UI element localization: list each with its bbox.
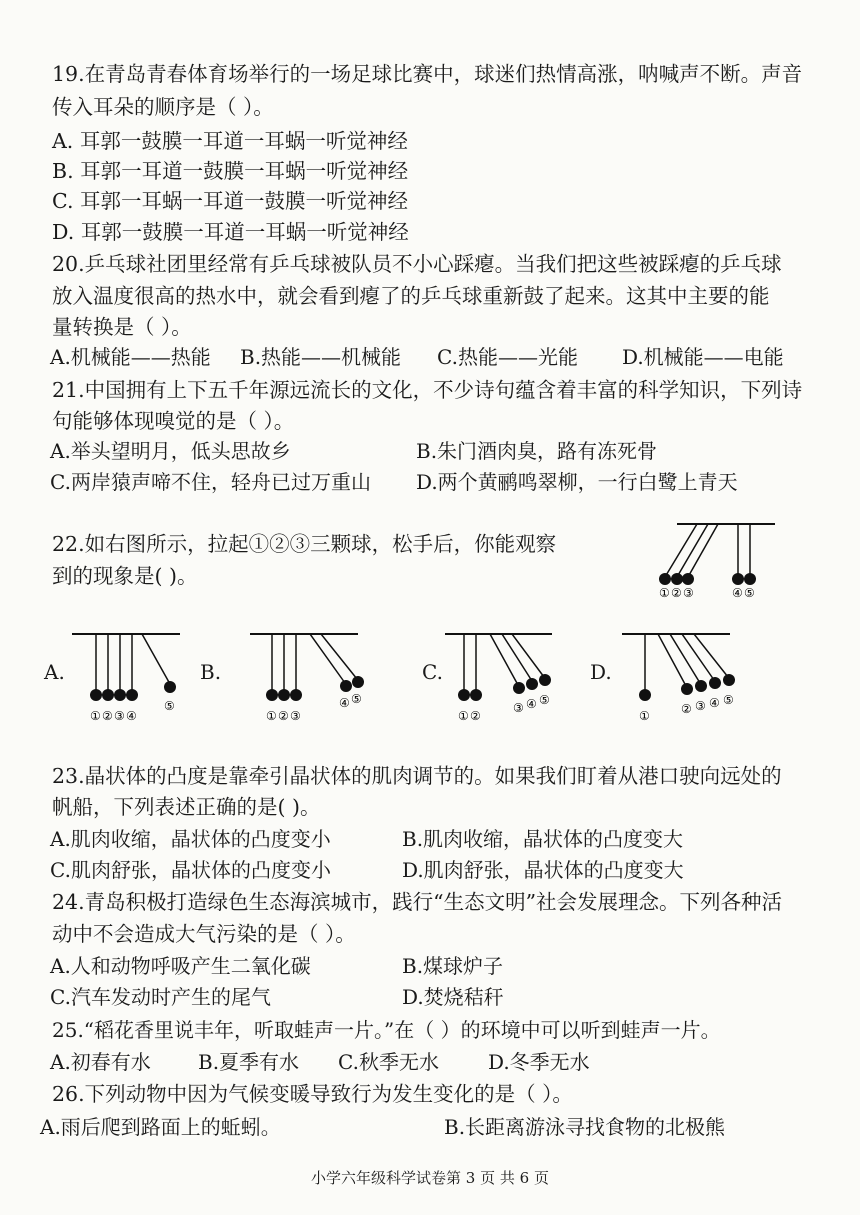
string-5 xyxy=(694,634,728,677)
q20-option-d: D.机械能——电能 xyxy=(622,345,784,369)
q22-stem-line1: 22.如右图所示，拉起①②③三颗球，松手后，你能观察 xyxy=(52,532,557,556)
ball-label-4: ④ xyxy=(126,709,137,723)
q22-option-a-label: A. xyxy=(44,660,65,684)
q23-option-a: A.肌肉收缩，晶状体的凸度变小 xyxy=(50,827,331,851)
q20-stem-line2: 放入温度很高的热水中，就会看到瘪了的乒乓球重新鼓了起来。这其中主要的能 xyxy=(52,284,770,308)
ball-2 xyxy=(470,689,482,701)
ball-label-2: ② xyxy=(681,702,692,716)
ball-label-1: ① xyxy=(639,709,650,723)
string-3 xyxy=(670,634,700,683)
ball-label-2: ② xyxy=(278,709,289,723)
ball-label-3: ③ xyxy=(114,709,125,723)
string-4 xyxy=(682,634,714,680)
ball-label-4: ④ xyxy=(709,696,720,710)
ball-label-2: ② xyxy=(671,586,682,600)
q24-option-c: C.汽车发动时产生的尾气 xyxy=(50,985,271,1009)
ball-1 xyxy=(458,689,470,701)
q19-option-c: C. 耳郭一耳蜗一耳道一鼓膜一听觉神经 xyxy=(52,189,408,213)
q22-option-b-label: B. xyxy=(200,660,222,684)
ball-label-1: ① xyxy=(90,709,101,723)
ball-label-3: ③ xyxy=(695,699,706,713)
ball-3 xyxy=(513,682,525,694)
q20-option-a: A.机械能——热能 xyxy=(50,345,211,369)
ball-5 xyxy=(539,674,551,686)
ball-1 xyxy=(266,689,278,701)
q21-option-d: D.两个黄鹂鸣翠柳，一行白鹭上青天 xyxy=(416,470,738,494)
q22-option-b-figure xyxy=(245,628,375,728)
ball-label-4: ④ xyxy=(339,696,350,710)
q22-option-c-figure xyxy=(440,628,570,728)
ball-4 xyxy=(126,689,138,701)
q23-stem-line1: 23.晶状体的凸度是靠牵引晶状体的肌肉调节的。如果我们盯着从港口驶向远处的 xyxy=(52,764,782,788)
ball-label-1: ① xyxy=(659,586,670,600)
q19-option-d: D. 耳郭一鼓膜一耳道一耳蜗一听觉神经 xyxy=(52,220,409,244)
ball-2 xyxy=(671,573,683,585)
ball-2 xyxy=(102,689,114,701)
ball-2 xyxy=(681,683,693,695)
ball-label-3: ③ xyxy=(513,701,524,715)
q21-stem-line1: 21.中国拥有上下五千年源远流长的文化，不少诗句蕴含着丰富的科学知识，下列诗 xyxy=(52,378,803,402)
ball-label-1: ① xyxy=(266,709,277,723)
ball-label-3: ③ xyxy=(683,586,694,600)
ball-label-3: ③ xyxy=(290,709,301,723)
ball-1 xyxy=(90,689,102,701)
q26-stem-line1: 26.下列动物中因为气候变暖导致行为发生变化的是（ ）。 xyxy=(52,1082,573,1106)
q26-option-b: B.长距离游泳寻找食物的北极熊 xyxy=(444,1115,726,1139)
ball-label-4: ④ xyxy=(732,586,743,600)
q21-option-c: C.两岸猿声啼不住，轻舟已过万重山 xyxy=(50,470,371,494)
ball-label-5: ⑤ xyxy=(744,586,755,600)
q25-option-c: C.秋季无水 xyxy=(338,1050,439,1074)
q20-option-b: B.热能——机械能 xyxy=(240,345,402,369)
ball-1 xyxy=(659,573,671,585)
ball-3 xyxy=(114,689,126,701)
q25-option-a: A.初春有水 xyxy=(50,1050,151,1074)
string-5 xyxy=(512,634,544,677)
q22-option-c-label: C. xyxy=(422,660,443,684)
q19-stem-line1: 19.在青岛青春体育场举行的一场足球比赛中，球迷们热情高涨，呐喊声不断。声音 xyxy=(52,62,803,86)
q23-option-b: B.肌肉收缩，晶状体的凸度变大 xyxy=(402,827,684,851)
ball-4 xyxy=(709,677,721,689)
ball-label-2: ② xyxy=(470,709,481,723)
q23-option-d: D.肌肉舒张，晶状体的凸度变大 xyxy=(402,858,684,882)
page-footer: 小学六年级科学试卷第 3 页 共 6 页 xyxy=(311,1169,549,1187)
q22-option-d-figure xyxy=(618,628,758,728)
ball-label-5: ⑤ xyxy=(164,699,175,713)
q19-option-a: A. 耳郭一鼓膜一耳道一耳蜗一听觉神经 xyxy=(52,129,408,153)
ball-label-5: ⑤ xyxy=(539,693,550,707)
ball-3 xyxy=(290,689,302,701)
q26-option-a: A.雨后爬到路面上的蚯蚓。 xyxy=(40,1115,281,1139)
q24-stem-line1: 24.青岛积极打造绿色生态海滨城市，践行“生态文明”社会发展理念。下列各种活 xyxy=(52,890,783,914)
ball-1 xyxy=(639,689,651,701)
q24-option-d: D.焚烧秸秆 xyxy=(402,985,504,1009)
string-2 xyxy=(658,634,686,686)
ball-label-2: ② xyxy=(102,709,113,723)
string-5 xyxy=(142,634,170,684)
q20-stem-line1: 20.乒乓球社团里经常有乒乓球被队员不小心踩瘪。当我们把这些被踩瘪的乒乓球 xyxy=(52,252,782,276)
ball-4 xyxy=(526,678,538,690)
ball-3 xyxy=(682,573,694,585)
ball-label-5: ⑤ xyxy=(351,692,362,706)
q19-stem-line2: 传入耳朵的顺序是（ ）。 xyxy=(52,95,274,119)
q22-option-d-label: D. xyxy=(590,660,612,684)
q22-option-a-figure xyxy=(70,628,190,728)
q23-option-c: C.肌肉舒张，晶状体的凸度变小 xyxy=(50,858,331,882)
q25-option-d: D.冬季无水 xyxy=(488,1050,590,1074)
q21-stem-line2: 句能够体现嗅觉的是（ ）。 xyxy=(52,409,295,433)
q21-option-a: A.举头望明月，低头思故乡 xyxy=(50,439,291,463)
ball-4 xyxy=(732,573,744,585)
q20-stem-line3: 量转换是（ ）。 xyxy=(52,315,192,339)
q25-stem-line1: 25.“稻花香里说丰年，听取蛙声一片。”在（ ）的环境中可以听到蛙声一片。 xyxy=(52,1018,721,1042)
q23-stem-line2: 帆船，下列表述正确的是( )。 xyxy=(52,795,321,819)
q22-reference-pendulum-figure xyxy=(640,515,790,610)
string-3 xyxy=(490,634,518,685)
q24-option-b: B.煤球炉子 xyxy=(402,954,504,978)
q19-option-b: B. 耳郭一耳道一鼓膜一耳蜗一听觉神经 xyxy=(52,159,409,183)
ball-label-5: ⑤ xyxy=(723,693,734,707)
q24-stem-line2: 动中不会造成大气污染的是（ ）。 xyxy=(52,922,356,946)
ball-3 xyxy=(695,680,707,692)
q22-stem-line2: 到的现象是( )。 xyxy=(52,564,198,588)
ball-2 xyxy=(278,689,290,701)
q20-option-c: C.热能——光能 xyxy=(437,345,578,369)
q21-option-b: B.朱门酒肉臭，路有冻死骨 xyxy=(416,439,658,463)
ball-label-4: ④ xyxy=(526,697,537,711)
ball-5 xyxy=(164,681,176,693)
q25-option-b: B.夏季有水 xyxy=(198,1050,300,1074)
ball-5 xyxy=(352,676,364,688)
ball-label-1: ① xyxy=(458,709,469,723)
ball-5 xyxy=(744,573,756,585)
ball-5 xyxy=(723,674,735,686)
ball-4 xyxy=(340,680,352,692)
q24-option-a: A.人和动物呼吸产生二氧化碳 xyxy=(50,954,311,978)
